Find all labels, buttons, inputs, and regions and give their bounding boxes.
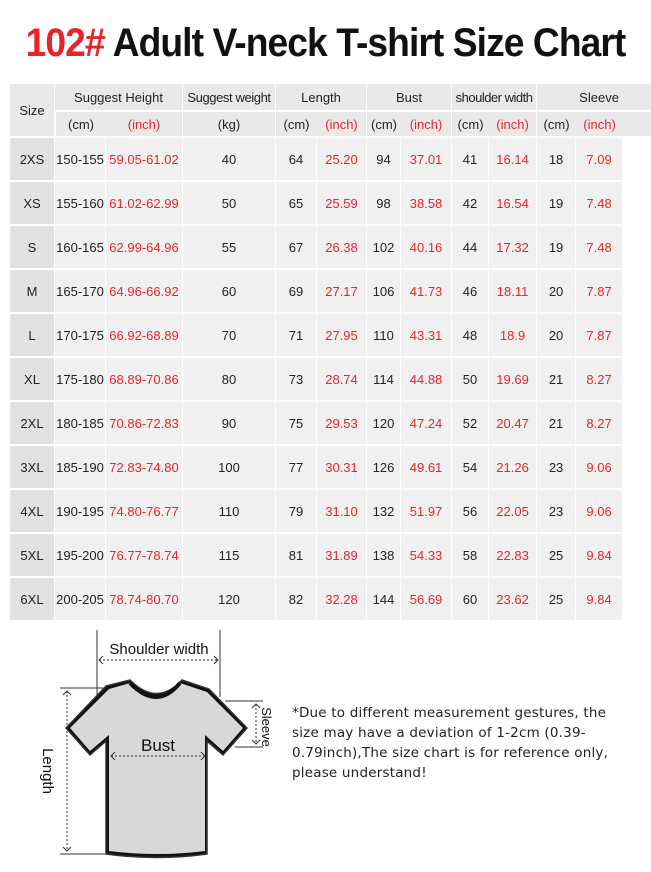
cell-bust-inch: 37.01 — [401, 138, 452, 180]
cell-size: XS — [10, 182, 55, 224]
tshirt-measurement-diagram — [20, 625, 290, 870]
cell-shoulder-inch: 16.54 — [489, 182, 537, 224]
cell-size: L — [10, 314, 55, 356]
cell-sleeve-cm: 23 — [537, 490, 576, 532]
cell-length-cm: 79 — [276, 490, 317, 532]
unit-cm: (cm) — [276, 112, 317, 136]
unit-inch: (inch) — [401, 112, 452, 136]
cell-length-inch: 31.10 — [317, 490, 367, 532]
cell-height-inch: 64.96-66.92 — [106, 270, 183, 312]
cell-height-inch: 72.83-74.80 — [106, 446, 183, 488]
unit-inch: (inch) — [576, 112, 623, 136]
cell-sleeve-inch: 8.27 — [576, 402, 623, 444]
cell-height-inch: 59.05-61.02 — [106, 138, 183, 180]
cell-height-cm: 175-180 — [55, 358, 106, 400]
cell-sleeve-cm: 20 — [537, 314, 576, 356]
cell-length-cm: 64 — [276, 138, 317, 180]
cell-height-cm: 160-165 — [55, 226, 106, 268]
cell-sleeve-inch: 9.06 — [576, 446, 623, 488]
cell-length-cm: 65 — [276, 182, 317, 224]
cell-weight-kg: 80 — [183, 358, 276, 400]
cell-bust-cm: 106 — [367, 270, 401, 312]
cell-bust-cm: 144 — [367, 578, 401, 620]
header-length: Length — [276, 84, 367, 110]
cell-height-inch: 78.74-80.70 — [106, 578, 183, 620]
cell-height-inch: 68.89-70.86 — [106, 358, 183, 400]
header-weight: Suggest weight — [183, 84, 276, 110]
cell-sleeve-cm: 20 — [537, 270, 576, 312]
cell-weight-kg: 115 — [183, 534, 276, 576]
cell-bust-cm: 120 — [367, 402, 401, 444]
cell-height-cm: 180-185 — [55, 402, 106, 444]
tshirt-icon — [66, 680, 247, 858]
cell-length-cm: 75 — [276, 402, 317, 444]
cell-length-cm: 81 — [276, 534, 317, 576]
cell-length-inch: 28.74 — [317, 358, 367, 400]
row-spacer — [623, 270, 651, 312]
cell-height-inch: 62.99-64.96 — [106, 226, 183, 268]
unit-inch: (inch) — [317, 112, 367, 136]
cell-shoulder-inch: 22.05 — [489, 490, 537, 532]
table-row — [10, 138, 651, 180]
cell-size: 2XL — [10, 402, 55, 444]
cell-shoulder-inch: 19.69 — [489, 358, 537, 400]
cell-bust-inch: 47.24 — [401, 402, 452, 444]
cell-size: 4XL — [10, 490, 55, 532]
cell-weight-kg: 40 — [183, 138, 276, 180]
cell-shoulder-inch: 23.62 — [489, 578, 537, 620]
cell-shoulder-cm: 46 — [452, 270, 489, 312]
cell-height-cm: 165-170 — [55, 270, 106, 312]
cell-sleeve-cm: 18 — [537, 138, 576, 180]
cell-shoulder-cm: 60 — [452, 578, 489, 620]
size-chart-table — [10, 82, 651, 622]
header-spacer — [623, 112, 651, 136]
cell-sleeve-cm: 21 — [537, 402, 576, 444]
cell-bust-cm: 98 — [367, 182, 401, 224]
cell-height-cm: 170-175 — [55, 314, 106, 356]
cell-bust-cm: 126 — [367, 446, 401, 488]
cell-bust-inch: 44.88 — [401, 358, 452, 400]
cell-sleeve-cm: 19 — [537, 182, 576, 224]
cell-weight-kg: 110 — [183, 490, 276, 532]
cell-length-cm: 69 — [276, 270, 317, 312]
header-sleeve: Sleeve — [537, 84, 651, 110]
cell-height-inch: 70.86-72.83 — [106, 402, 183, 444]
cell-weight-kg: 55 — [183, 226, 276, 268]
cell-bust-cm: 94 — [367, 138, 401, 180]
header-size: Size — [10, 84, 55, 136]
cell-length-inch: 29.53 — [317, 402, 367, 444]
cell-bust-cm: 132 — [367, 490, 401, 532]
cell-shoulder-cm: 41 — [452, 138, 489, 180]
unit-cm: (cm) — [55, 112, 106, 136]
row-spacer — [623, 226, 651, 268]
cell-shoulder-cm: 48 — [452, 314, 489, 356]
cell-height-cm: 155-160 — [55, 182, 106, 224]
cell-length-inch: 26.38 — [317, 226, 367, 268]
cell-length-cm: 67 — [276, 226, 317, 268]
cell-bust-inch: 54.33 — [401, 534, 452, 576]
table-row — [10, 446, 651, 488]
table-row — [10, 490, 651, 532]
unit-inch: (inch) — [106, 112, 183, 136]
cell-shoulder-inch: 22.83 — [489, 534, 537, 576]
cell-sleeve-cm: 19 — [537, 226, 576, 268]
cell-sleeve-cm: 23 — [537, 446, 576, 488]
cell-length-cm: 73 — [276, 358, 317, 400]
row-spacer — [623, 182, 651, 224]
cell-shoulder-inch: 17.32 — [489, 226, 537, 268]
unit-inch: (inch) — [489, 112, 537, 136]
cell-bust-inch: 56.69 — [401, 578, 452, 620]
cell-height-cm: 200-205 — [55, 578, 106, 620]
row-spacer — [623, 446, 651, 488]
cell-length-inch: 31.89 — [317, 534, 367, 576]
cell-height-inch: 66.92-68.89 — [106, 314, 183, 356]
cell-length-inch: 30.31 — [317, 446, 367, 488]
cell-weight-kg: 70 — [183, 314, 276, 356]
table-row — [10, 226, 651, 268]
cell-bust-inch: 49.61 — [401, 446, 452, 488]
cell-size: S — [10, 226, 55, 268]
cell-height-inch: 74.80-76.77 — [106, 490, 183, 532]
cell-weight-kg: 100 — [183, 446, 276, 488]
cell-height-cm: 190-195 — [55, 490, 106, 532]
cell-bust-cm: 114 — [367, 358, 401, 400]
title-text: Adult V-neck T-shirt Size Chart — [112, 21, 626, 65]
cell-sleeve-inch: 9.84 — [576, 578, 623, 620]
cell-bust-inch: 41.73 — [401, 270, 452, 312]
cell-length-inch: 27.17 — [317, 270, 367, 312]
bust-label: Bust — [140, 736, 176, 755]
unit-cm: (cm) — [537, 112, 576, 136]
table-row — [10, 358, 651, 400]
cell-sleeve-inch: 7.48 — [576, 182, 623, 224]
cell-length-inch: 25.59 — [317, 182, 367, 224]
cell-sleeve-cm: 25 — [537, 578, 576, 620]
header-shoulder-width: shoulder width — [452, 84, 537, 110]
cell-height-cm: 150-155 — [55, 138, 106, 180]
cell-shoulder-inch: 16.14 — [489, 138, 537, 180]
cell-sleeve-cm: 25 — [537, 534, 576, 576]
table-row — [10, 578, 651, 620]
cell-size: 2XS — [10, 138, 55, 180]
cell-shoulder-cm: 50 — [452, 358, 489, 400]
sleeve-label: Sleeve — [259, 707, 274, 747]
cell-weight-kg: 50 — [183, 182, 276, 224]
cell-shoulder-inch: 21.26 — [489, 446, 537, 488]
cell-height-cm: 195-200 — [55, 534, 106, 576]
cell-bust-cm: 110 — [367, 314, 401, 356]
table-row — [10, 402, 651, 444]
cell-weight-kg: 60 — [183, 270, 276, 312]
cell-length-cm: 77 — [276, 446, 317, 488]
size-disclaimer-note: *Due to different measurement gestures, the size may have a deviation of 1-2cm (0.39-0.79inch),The size chart is for reference only, please understand! — [292, 705, 609, 781]
cell-size: 6XL — [10, 578, 55, 620]
header-height: Suggest Height — [55, 84, 183, 110]
cell-length-cm: 82 — [276, 578, 317, 620]
row-spacer — [623, 402, 651, 444]
row-spacer — [623, 534, 651, 576]
page-title — [23, 12, 628, 74]
cell-shoulder-cm: 42 — [452, 182, 489, 224]
cell-shoulder-cm: 54 — [452, 446, 489, 488]
header-row — [10, 84, 651, 110]
unit-kg: (kg) — [183, 112, 276, 136]
row-spacer — [623, 138, 651, 180]
cell-length-inch: 27.95 — [317, 314, 367, 356]
cell-shoulder-cm: 52 — [452, 402, 489, 444]
row-spacer — [623, 490, 651, 532]
cell-length-inch: 32.28 — [317, 578, 367, 620]
model-number: 102# — [25, 21, 105, 65]
cell-sleeve-inch: 7.87 — [576, 314, 623, 356]
cell-height-cm: 185-190 — [55, 446, 106, 488]
table-row — [10, 182, 651, 224]
cell-shoulder-cm: 44 — [452, 226, 489, 268]
cell-shoulder-inch: 18.9 — [489, 314, 537, 356]
size-rows — [10, 138, 651, 620]
table-row — [10, 314, 651, 356]
cell-sleeve-inch: 7.87 — [576, 270, 623, 312]
cell-height-inch: 61.02-62.99 — [106, 182, 183, 224]
shoulder-width-label: Shoulder width — [109, 641, 209, 658]
unit-cm: (cm) — [367, 112, 401, 136]
cell-size: M — [10, 270, 55, 312]
row-spacer — [623, 314, 651, 356]
cell-weight-kg: 90 — [183, 402, 276, 444]
table-row — [10, 270, 651, 312]
cell-bust-inch: 38.58 — [401, 182, 452, 224]
table-row — [10, 534, 651, 576]
cell-bust-cm: 138 — [367, 534, 401, 576]
cell-shoulder-cm: 58 — [452, 534, 489, 576]
cell-size: XL — [10, 358, 55, 400]
cell-size: 5XL — [10, 534, 55, 576]
cell-shoulder-inch: 18.11 — [489, 270, 537, 312]
cell-sleeve-inch: 7.09 — [576, 138, 623, 180]
cell-length-inch: 25.20 — [317, 138, 367, 180]
cell-sleeve-cm: 21 — [537, 358, 576, 400]
cell-bust-inch: 43.31 — [401, 314, 452, 356]
cell-sleeve-inch: 9.06 — [576, 490, 623, 532]
unit-cm: (cm) — [452, 112, 489, 136]
cell-sleeve-inch: 9.84 — [576, 534, 623, 576]
cell-bust-inch: 40.16 — [401, 226, 452, 268]
row-spacer — [623, 358, 651, 400]
row-spacer — [623, 578, 651, 620]
units-row — [10, 112, 651, 136]
length-label: Length — [39, 748, 56, 794]
cell-length-cm: 71 — [276, 314, 317, 356]
cell-sleeve-inch: 8.27 — [576, 358, 623, 400]
cell-sleeve-inch: 7.48 — [576, 226, 623, 268]
cell-shoulder-cm: 56 — [452, 490, 489, 532]
cell-bust-cm: 102 — [367, 226, 401, 268]
cell-height-inch: 76.77-78.74 — [106, 534, 183, 576]
cell-bust-inch: 51.97 — [401, 490, 452, 532]
cell-weight-kg: 120 — [183, 578, 276, 620]
header-bust: Bust — [367, 84, 452, 110]
cell-shoulder-inch: 20.47 — [489, 402, 537, 444]
cell-size: 3XL — [10, 446, 55, 488]
